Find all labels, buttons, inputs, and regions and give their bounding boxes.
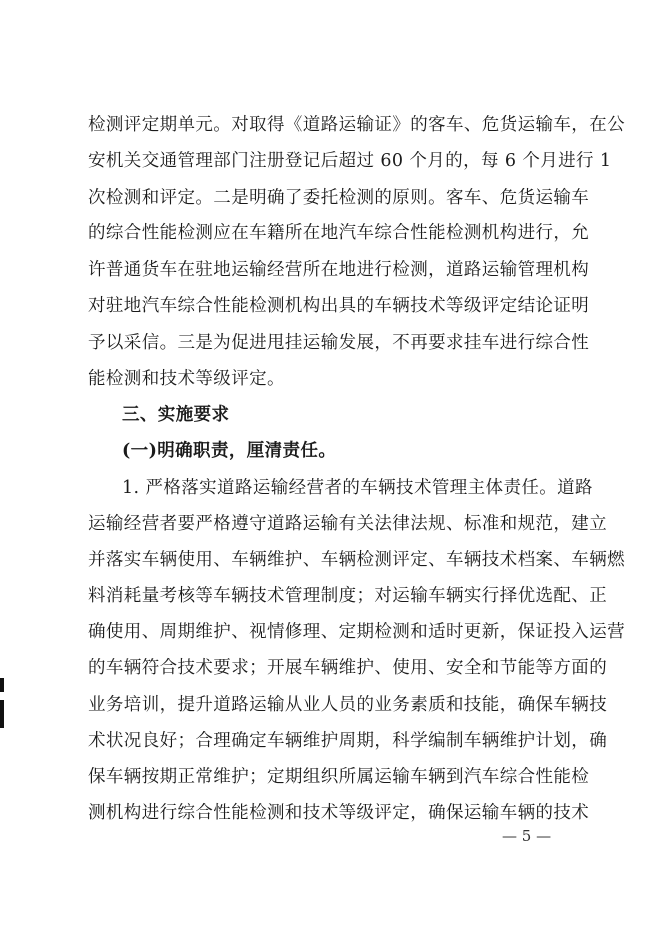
paragraph-2-line-8: 术状况良好；合理确定车辆维护周期，科学编制车辆维护计划，确	[88, 731, 608, 751]
subsection-heading: (一)明确职责，厘清责任。	[122, 441, 337, 461]
paragraph-2-line-4: 料消耗量考核等车辆技术管理制度；对运输车辆实行择优选配、正	[88, 586, 608, 606]
paragraph-1-line-1: 检测评定期单元。对取得《道路运输证》的客车、危货运输车，在公	[88, 115, 625, 135]
paragraph-2-line-6: 的车辆符合技术要求；开展车辆维护、使用、安全和节能等方面的	[88, 658, 608, 678]
paragraph-1-line-8: 能检测和技术等级评定。	[88, 369, 285, 389]
paragraph-1-line-3: 次检测和评定。二是明确了委托检测的原则。客车、危货运输车	[88, 188, 590, 208]
paragraph-2-line-1: 1. 严格落实道路运输经营者的车辆技术管理主体责任。道路	[122, 478, 593, 498]
paragraph-1-line-6: 对驻地汽车综合性能检测机构出具的车辆技术等级评定结论证明	[88, 296, 590, 316]
paragraph-1-line-5: 许普通货车在驻地运输经营所在地进行检测，道路运输管理机构	[88, 260, 590, 280]
paragraph-1-line-7: 予以采信。三是为促进甩挂运输发展，不再要求挂车进行综合性	[88, 333, 590, 353]
paragraph-2-line-7: 业务培训，提升道路运输从业人员的业务素质和技能，确保车辆技	[88, 695, 608, 715]
paragraph-2-line-9: 保车辆按期正常维护；定期组织所属运输车辆到汽车综合性能检	[88, 767, 590, 787]
page-number: — 5 —	[502, 827, 552, 845]
scan-edge-mark	[0, 678, 4, 692]
paragraph-2-line-10: 测机构进行综合性能检测和技术等级评定，确保运输车辆的技术	[88, 803, 590, 823]
paragraph-1-line-4: 的综合性能检测应在车籍所在地汽车综合性能检测机构进行，允	[88, 223, 590, 243]
paragraph-2-line-2: 运输经营者要严格遵守道路运输有关法律法规、标准和规范，建立	[88, 514, 608, 534]
paragraph-1-line-2: 安机关交通管理部门注册登记后超过 60 个月的，每 6 个月进行 1	[88, 151, 612, 171]
scan-edge-mark	[0, 700, 4, 728]
section-heading: 三、实施要求	[122, 405, 230, 425]
paragraph-2-line-3: 并落实车辆使用、车辆维护、车辆检测评定、车辆技术档案、车辆燃	[88, 550, 625, 570]
paragraph-2-line-5: 确使用、周期维护、视情修理、定期检测和适时更新，保证投入运营	[88, 622, 625, 642]
